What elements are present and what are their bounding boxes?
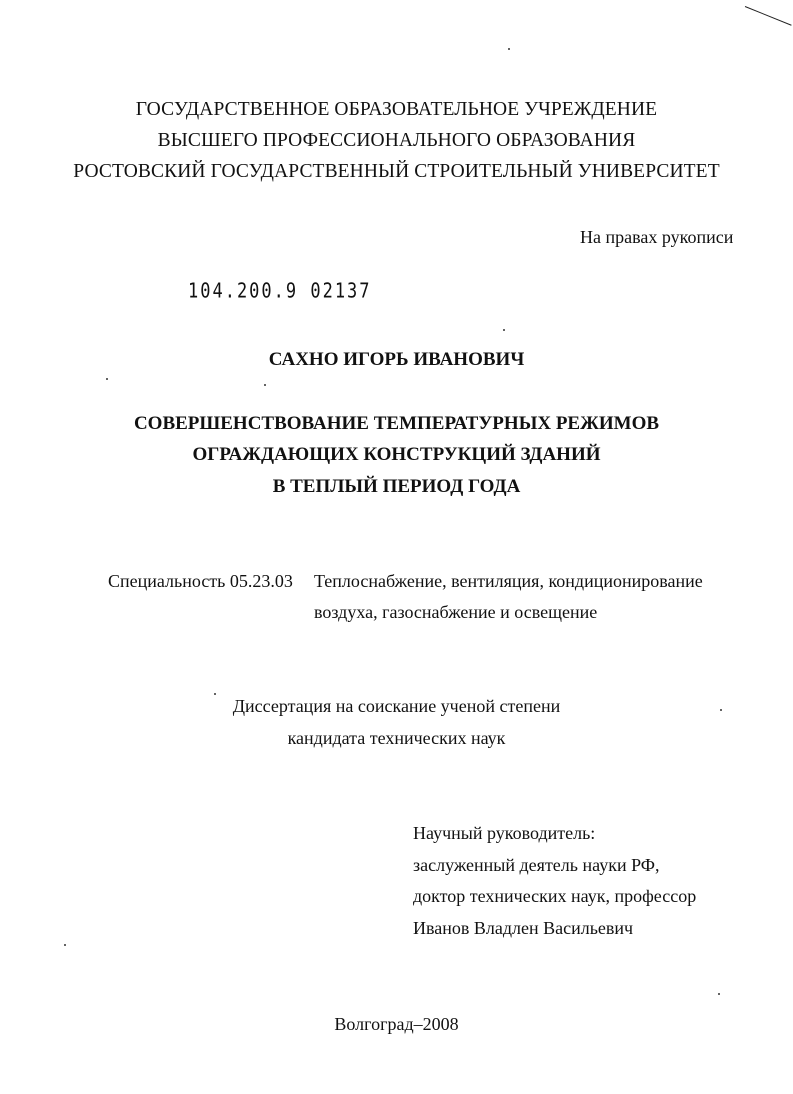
title-line-1: СОВЕРШЕНСТВОВАНИЕ ТЕМПЕРАТУРНЫХ РЕЖИМОВ	[133, 413, 660, 434]
scan-speck	[106, 378, 108, 380]
scan-speck	[264, 384, 266, 386]
scan-speck	[503, 329, 505, 331]
scan-speck	[718, 993, 720, 995]
scan-speck	[508, 48, 510, 50]
supervisor-line-1: заслуженный деятель науки РФ,	[413, 855, 660, 875]
title-line-3: В ТЕПЛЫЙ ПЕРИОД ГОДА	[272, 476, 521, 497]
specialty-label: Специальность 05.23.03	[108, 571, 293, 591]
degree-line-1: Диссертация на соискание ученой степени	[232, 696, 561, 716]
manuscript-note: На правах рукописи	[580, 227, 734, 247]
specialty-line-1: Теплоснабжение, вентиляция, кондиционирование	[314, 571, 703, 591]
title-line-2: ОГРАЖДАЮЩИХ КОНСТРУКЦИЙ ЗДАНИЙ	[192, 444, 601, 465]
institution-line-1: ГОСУДАРСТВЕННОЕ ОБРАЗОВАТЕЛЬНОЕ УЧРЕЖДЕНИЕ	[135, 99, 658, 120]
scan-speck	[214, 693, 216, 695]
institution-line-3: РОСТОВСКИЙ ГОСУДАРСТВЕННЫЙ СТРОИТЕЛЬНЫЙ УНИВЕРСИТЕТ	[73, 161, 720, 182]
catalog-number: 104.200.9 02137	[188, 279, 372, 304]
supervisor-label: Научный руководитель:	[413, 823, 596, 843]
supervisor-name: Иванов Владлен Васильевич	[413, 918, 634, 938]
scan-speck	[64, 944, 66, 946]
city-year: Волгоград–2008	[334, 1014, 459, 1034]
degree-line-2: кандидата технических наук	[287, 728, 506, 748]
scan-speck	[720, 709, 722, 711]
author-name: САХНО ИГОРЬ ИВАНОВИЧ	[268, 349, 525, 370]
supervisor-line-2: доктор технических наук, профессор	[413, 886, 697, 906]
specialty-line-2: воздуха, газоснабжение и освещение	[314, 602, 598, 622]
scan-artifact-line	[745, 6, 792, 26]
institution-line-2: ВЫСШЕГО ПРОФЕССИОНАЛЬНОГО ОБРАЗОВАНИЯ	[157, 130, 636, 151]
